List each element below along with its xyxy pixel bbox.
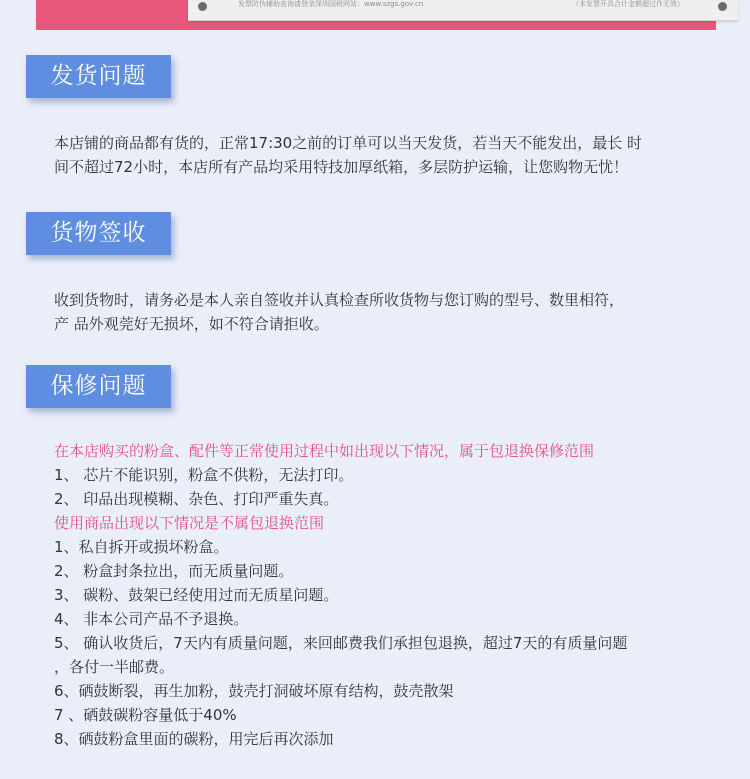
invoice-right-text: （本发票开具合计金额超过作无效）	[572, 0, 684, 8]
warranty-list-item: 3、 碳粉、鼓架已经使用过而无质星问题。	[54, 586, 339, 604]
warranty-list-item: 8、硒鼓粉盒里面的碳粉，用完后再次添加	[54, 730, 334, 748]
shipping-body	[54, 131, 714, 179]
shipping-body-line-2: 间不超过72小时，本店所有产品均采用特技加厚纸箱，多层防护运输，让您购物无忧！	[54, 158, 629, 176]
shipping-body-line-1: 本店铺的商品都有货的，正常17:30之前的订单可以当天发货，若当天不能发出，最长 时	[54, 134, 642, 152]
receipt-section-title: 货物签收	[26, 212, 171, 255]
warranty-section-title: 保修问题	[26, 365, 171, 408]
warranty-list-item: 6、硒鼓断裂，再生加粉，鼓壳打洞破坏原有结构，鼓壳散架	[54, 682, 454, 700]
invoice-image	[188, 0, 738, 21]
invoice-hole-right	[718, 2, 727, 11]
warranty-list-item: 7 、硒鼓碳粉容量低于40%	[54, 706, 237, 724]
warranty-list-item: 2、 印品出现模糊、杂色、打印严重失真。	[54, 490, 339, 508]
warranty-list-item: 4、 非本公司产品不予退换。	[54, 610, 249, 628]
invoice-left-text: 发票防伪辅助查询请登录深圳国税网站：www.szgs.gov.cn	[238, 0, 424, 8]
receipt-body	[54, 288, 714, 336]
warranty-list-item: 5、 确认收货后，7天内有质量问题，来回邮费我们承担包退换，超过7天的有质量问题	[54, 634, 628, 652]
invoice-hole-left	[198, 2, 207, 11]
warranty-excluded-heading: 使用商品出现以下情况是不属包退换范围	[54, 514, 325, 532]
warranty-list-item: 1、私自拆开或损坏粉盒。	[54, 538, 229, 556]
warranty-covered-heading: 在本店购买的粉盒、配件等正常使用过程中如出现以下情况，属于包退换保修范围	[54, 442, 595, 460]
warranty-list-item: 1、 芯片不能识别，粉盒不供粉，无法打印。	[54, 466, 354, 484]
warranty-list-item: 2、 粉盒封条拉出，而无质量问题。	[54, 562, 294, 580]
shipping-section-title: 发货问题	[26, 55, 171, 98]
top-banner	[36, 0, 716, 30]
receipt-body-line-1: 收到货物时，请务必是本人亲自签收并认真检查所收货物与您订购的型号、数里相符，	[54, 291, 625, 309]
warranty-list-item: ，各付一半邮费。	[54, 658, 175, 676]
receipt-body-line-2: 产 品外观莞好无损坏，如不符合请拒收。	[54, 315, 329, 333]
